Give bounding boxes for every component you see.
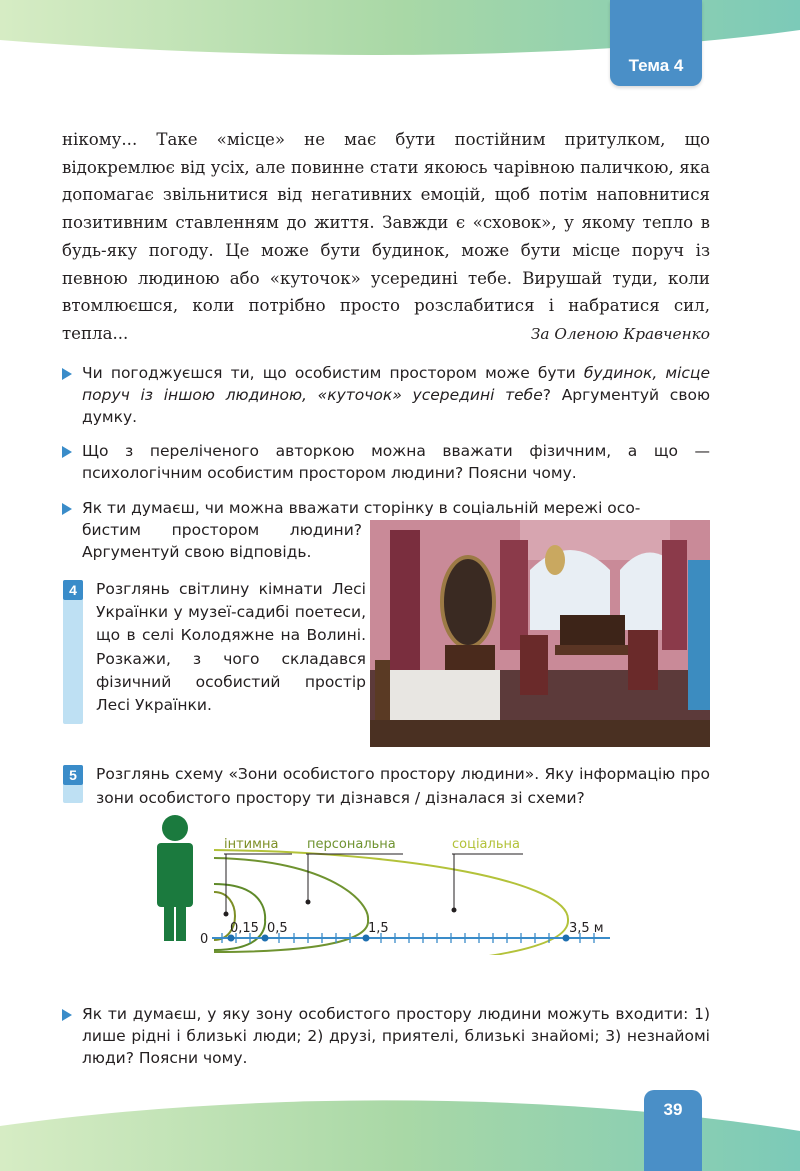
theme-tab — [610, 0, 702, 86]
tick-label-35: 3,5 м — [569, 921, 604, 936]
task-5-text: Розглянь схему «Зони особистого простору людини». Яку інформацію про зони особистого простору ти дізнався / дізналася зі схеми? — [96, 765, 710, 807]
question-2: Що з переліченого авторкою можна вважати фізичним, а що — психологічним особистим простором людини? Поясни чому. — [82, 440, 710, 484]
task-4-bar — [63, 580, 83, 724]
task-4-text: Розглянь світлину кімнати Лесі Українки у музеї-садибі поетеси, що в селі Колодяжне на Волині. Розкажи, з чого складався фізичний особистий простір Лесі Українки. — [96, 580, 366, 715]
person-silhouette-icon — [157, 815, 193, 941]
question-1-italic: будинок, місце поруч із іншою людиною, «куточок» усередині тебе — [82, 364, 710, 405]
question-3: Як ти думаєш, чи можна вважати сторінку в соціальній мережі осо- — [82, 497, 710, 519]
personal-space-zones-diagram — [150, 810, 630, 955]
personal-zone-label: персональна — [307, 837, 396, 852]
story-attribution: За Оленою Кравченко — [530, 325, 710, 343]
intimate-zone-label: інтимна — [224, 837, 279, 852]
story-text — [62, 126, 710, 348]
theme-label: Тема 4 — [628, 56, 684, 75]
task-5-number: 5 — [63, 765, 83, 785]
tick-label-0: 0 — [200, 932, 209, 947]
story-paragraph: нікому... Таке «місце» не має бути постійним притулком, що відокремлює від усіх, але повинне стати якоюсь чарівною паличкою, яка допомагає звільнитися від негативних емоцій, щоб потім наповнитися позитивним ставленням до життя. Завжди є «сховок», у якому тепло в будь-яку погоду. Це може бути будинок, може бути місце поруч із певною людиною або «куточок» усередині тебе. Вирушай туди, коли втомлюєшся, коли потрібно просто розслабитися і набратися сил, тепла... — [62, 130, 710, 343]
task-4-number: 4 — [63, 580, 83, 600]
page-number: 39 — [663, 1100, 683, 1119]
social-zone-label: соціальна — [452, 837, 520, 852]
tick-label-015: 0,15 — [230, 921, 259, 936]
tick-label-15: 1,5 — [368, 921, 389, 936]
question-4: Як ти думаєш, у яку зону особистого простору людини можуть входити: 1) лише рідні і близькі люди; 2) друзі, приятелі, близькі знайомі; 3) незнайомі люди? Поясни чому. — [82, 1003, 710, 1070]
page-number-tab — [644, 1090, 702, 1171]
room-photo — [370, 520, 710, 747]
tick-label-05: 0,5 — [267, 921, 288, 936]
question-3-continuation: бистим простором людини? Аргументуй свою відповідь. — [82, 521, 362, 562]
question-1: Чи погоджуєшся ти, що особистим простором може бути будинок, місце поруч із іншою людиною, «куточок» усередині тебе? Аргументуй свою думку. — [82, 362, 710, 429]
